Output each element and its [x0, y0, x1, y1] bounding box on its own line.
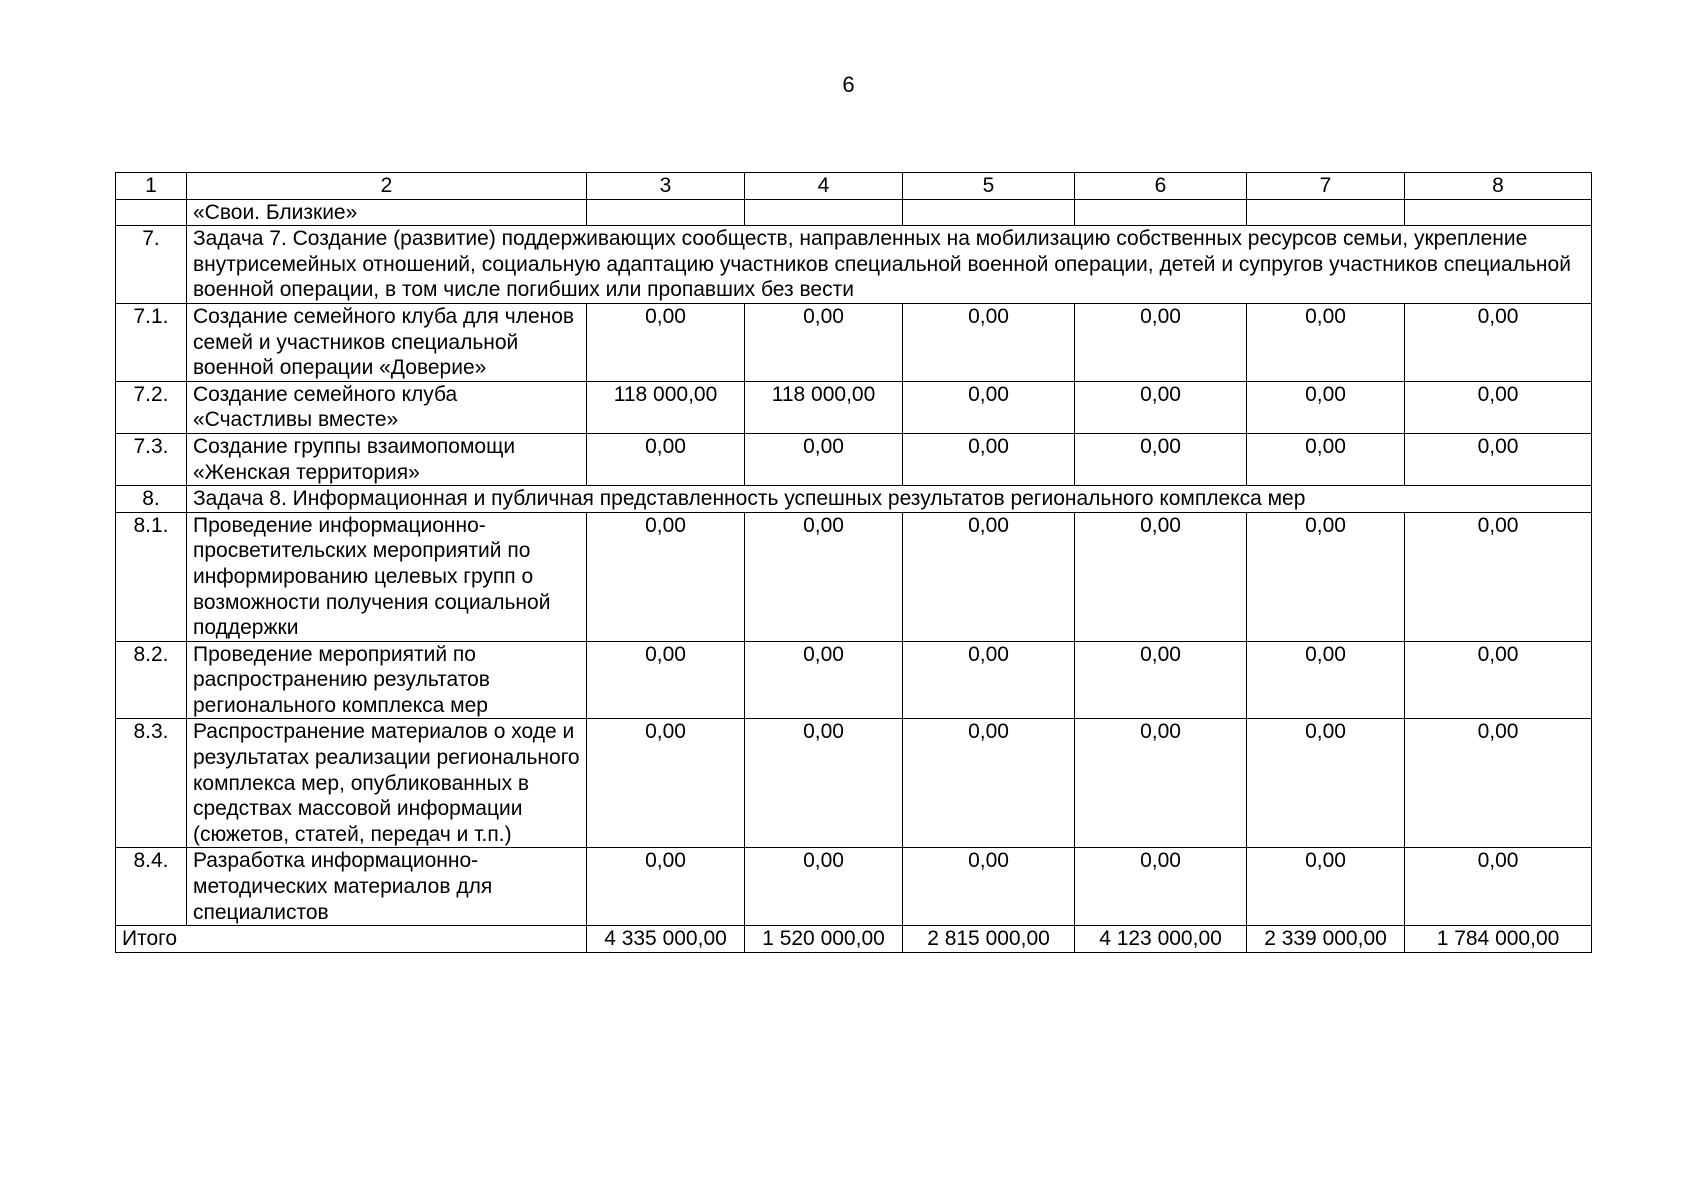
value-cell: 0,00: [1405, 848, 1592, 926]
row-number: 7.3.: [116, 433, 187, 485]
value-cell: 0,00: [1075, 381, 1247, 433]
task-row: [116, 226, 1592, 304]
value-cell: 0,00: [1075, 719, 1247, 848]
row-text: Разработка информационно-методических материалов для специалистов: [187, 848, 587, 926]
value-cell: 0,00: [903, 381, 1075, 433]
header-cell: 7: [1247, 173, 1405, 200]
total-value: 2 339 000,00: [1247, 926, 1405, 953]
value-cell: [1405, 199, 1592, 226]
total-value: 1 520 000,00: [745, 926, 903, 953]
value-cell: 0,00: [903, 512, 1075, 641]
value-cell: 0,00: [1405, 512, 1592, 641]
value-cell: 0,00: [1405, 381, 1592, 433]
row-number: 7.1.: [116, 303, 187, 381]
value-cell: 0,00: [903, 433, 1075, 485]
task-text: Задача 7. Создание (развитие) поддерживающих сообществ, направленных на мобилизацию собственных ресурсов семьи, укрепление внутрисемейных отношений, социальную адаптацию участников специальной военной операции, детей и супругов участников специальной военной операции, в том числе погибших или пропавших без вести: [187, 226, 1592, 304]
value-cell: 0,00: [1405, 433, 1592, 485]
total-label: Итого: [116, 926, 587, 953]
value-cell: 0,00: [1247, 303, 1405, 381]
value-cell: 0,00: [745, 848, 903, 926]
value-cell: 0,00: [1075, 641, 1247, 719]
table-row: [116, 641, 1592, 719]
page-number: 6: [842, 72, 855, 97]
row-text: Создание группы взаимопомощи «Женская территория»: [187, 433, 587, 485]
header-row: [116, 173, 1592, 200]
value-cell: 0,00: [587, 512, 745, 641]
value-cell: [903, 199, 1075, 226]
value-cell: 0,00: [903, 303, 1075, 381]
value-cell: 0,00: [1247, 719, 1405, 848]
value-cell: 0,00: [745, 433, 903, 485]
value-cell: 0,00: [903, 719, 1075, 848]
value-cell: 0,00: [745, 641, 903, 719]
value-cell: 0,00: [1247, 433, 1405, 485]
header-cell: 6: [1075, 173, 1247, 200]
header-cell: 8: [1405, 173, 1592, 200]
value-cell: [1247, 199, 1405, 226]
table-row: [116, 199, 1592, 226]
row-number: 8.2.: [116, 641, 187, 719]
value-cell: 0,00: [1405, 719, 1592, 848]
total-row: [116, 926, 1592, 953]
task-number: 7.: [116, 226, 187, 304]
row-number: [116, 199, 187, 226]
value-cell: 0,00: [1075, 512, 1247, 641]
value-cell: 0,00: [745, 303, 903, 381]
row-text: Проведение информационно-просветительских мероприятий по информированию целевых групп о возможности получения социальной поддержки: [187, 512, 587, 641]
value-cell: 0,00: [1247, 381, 1405, 433]
header-cell: 1: [116, 173, 187, 200]
task-text: Задача 8. Информационная и публичная представленность успешных результатов регионального комплекса мер: [187, 486, 1592, 513]
row-text: Создание семейного клуба «Счастливы вместе»: [187, 381, 587, 433]
row-text: «Свои. Близкие»: [187, 199, 587, 226]
table-row: [116, 719, 1592, 848]
task-row: [116, 486, 1592, 513]
task-number: 8.: [116, 486, 187, 513]
value-cell: 0,00: [587, 433, 745, 485]
row-text: Проведение мероприятий по распространению результатов регионального комплекса мер: [187, 641, 587, 719]
table-row: [116, 433, 1592, 485]
budget-table: [115, 172, 1592, 953]
value-cell: 0,00: [1405, 303, 1592, 381]
table-row: [116, 303, 1592, 381]
row-number: 7.2.: [116, 381, 187, 433]
value-cell: 118 000,00: [745, 381, 903, 433]
value-cell: 0,00: [587, 303, 745, 381]
header-cell: 3: [587, 173, 745, 200]
header-cell: 4: [745, 173, 903, 200]
value-cell: 0,00: [587, 641, 745, 719]
row-number: 8.4.: [116, 848, 187, 926]
value-cell: 0,00: [1075, 303, 1247, 381]
total-value: 1 784 000,00: [1405, 926, 1592, 953]
table-row: [116, 848, 1592, 926]
total-value: 4 335 000,00: [587, 926, 745, 953]
row-text: Распространение материалов о ходе и результатах реализации регионального комплекса мер, опубликованных в средствах массовой информации (сюжетов, статей, передач и т.п.): [187, 719, 587, 848]
value-cell: 0,00: [1405, 641, 1592, 719]
table-row: [116, 512, 1592, 641]
value-cell: 0,00: [1247, 641, 1405, 719]
total-value: 2 815 000,00: [903, 926, 1075, 953]
value-cell: 0,00: [587, 719, 745, 848]
value-cell: 0,00: [587, 848, 745, 926]
value-cell: 0,00: [1247, 512, 1405, 641]
value-cell: [745, 199, 903, 226]
table-row: [116, 381, 1592, 433]
value-cell: 0,00: [903, 641, 1075, 719]
header-cell: 2: [187, 173, 587, 200]
value-cell: 0,00: [1075, 433, 1247, 485]
value-cell: 0,00: [745, 719, 903, 848]
value-cell: [1075, 199, 1247, 226]
value-cell: 0,00: [1075, 848, 1247, 926]
total-value: 4 123 000,00: [1075, 926, 1247, 953]
value-cell: [587, 199, 745, 226]
row-number: 8.3.: [116, 719, 187, 848]
value-cell: 0,00: [745, 512, 903, 641]
value-cell: 0,00: [903, 848, 1075, 926]
row-number: 8.1.: [116, 512, 187, 641]
value-cell: 0,00: [1247, 848, 1405, 926]
row-text: Создание семейного клуба для членов семей и участников специальной военной операции «Доверие»: [187, 303, 587, 381]
header-cell: 5: [903, 173, 1075, 200]
value-cell: 118 000,00: [587, 381, 745, 433]
